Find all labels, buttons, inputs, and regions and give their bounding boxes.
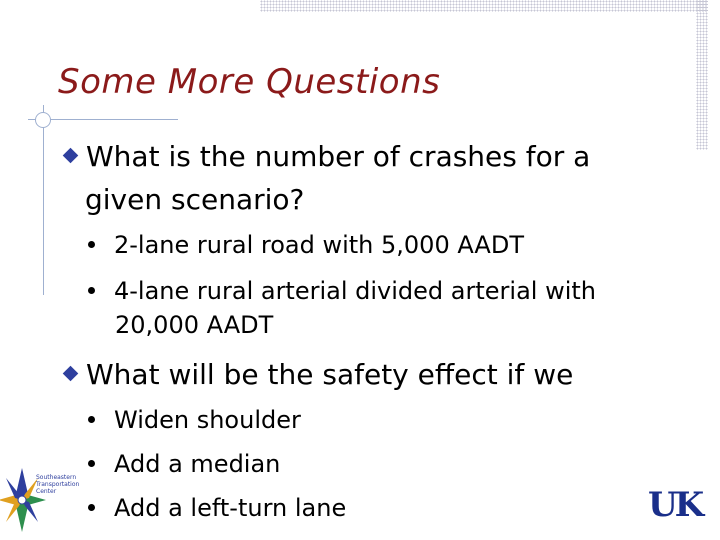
bullet-1-continuation: given scenario? [85, 183, 305, 216]
bullet-1-text: What is the number of crashes for a [86, 140, 591, 173]
diamond-bullet-icon [63, 148, 79, 164]
sub-bullet-2-3 [88, 493, 346, 523]
sub-bullet-1-2-text: 4-lane rural arterial divided arterial with [114, 277, 596, 305]
slide-title: Some More Questions [58, 62, 441, 102]
sub-bullet-2-1-text: Widen shoulder [114, 406, 301, 434]
round-bullet-icon [88, 241, 95, 248]
sub-bullet-2-2 [88, 449, 280, 479]
decorative-dot-band [260, 0, 708, 12]
diamond-bullet-icon [63, 366, 79, 382]
sub-bullet-2-2-text: Add a median [114, 450, 281, 478]
sub-bullet-1-2 [88, 276, 596, 306]
sub-bullet-2-3-text: Add a left-turn lane [114, 494, 347, 522]
sub-bullet-1-2-continuation: 20,000 AADT [115, 311, 274, 339]
decorative-vertical-line [43, 105, 44, 295]
sub-bullet-1-1-text: 2-lane rural road with 5,000 AADT [114, 231, 524, 259]
sub-bullet-2-1 [88, 405, 301, 435]
crosshair-ornament-icon [35, 112, 51, 128]
round-bullet-icon [88, 416, 95, 423]
sub-bullet-1-1 [88, 230, 524, 260]
uk-logo: UK [648, 485, 702, 525]
decorative-dot-column [696, 0, 708, 150]
bullet-2 [62, 358, 573, 392]
round-bullet-icon [88, 287, 95, 294]
bullet-2-text: What will be the safety effect if we [86, 358, 574, 391]
logo-left-text: Southeastern Transportation Center [36, 474, 80, 495]
bullet-1 [62, 140, 590, 174]
